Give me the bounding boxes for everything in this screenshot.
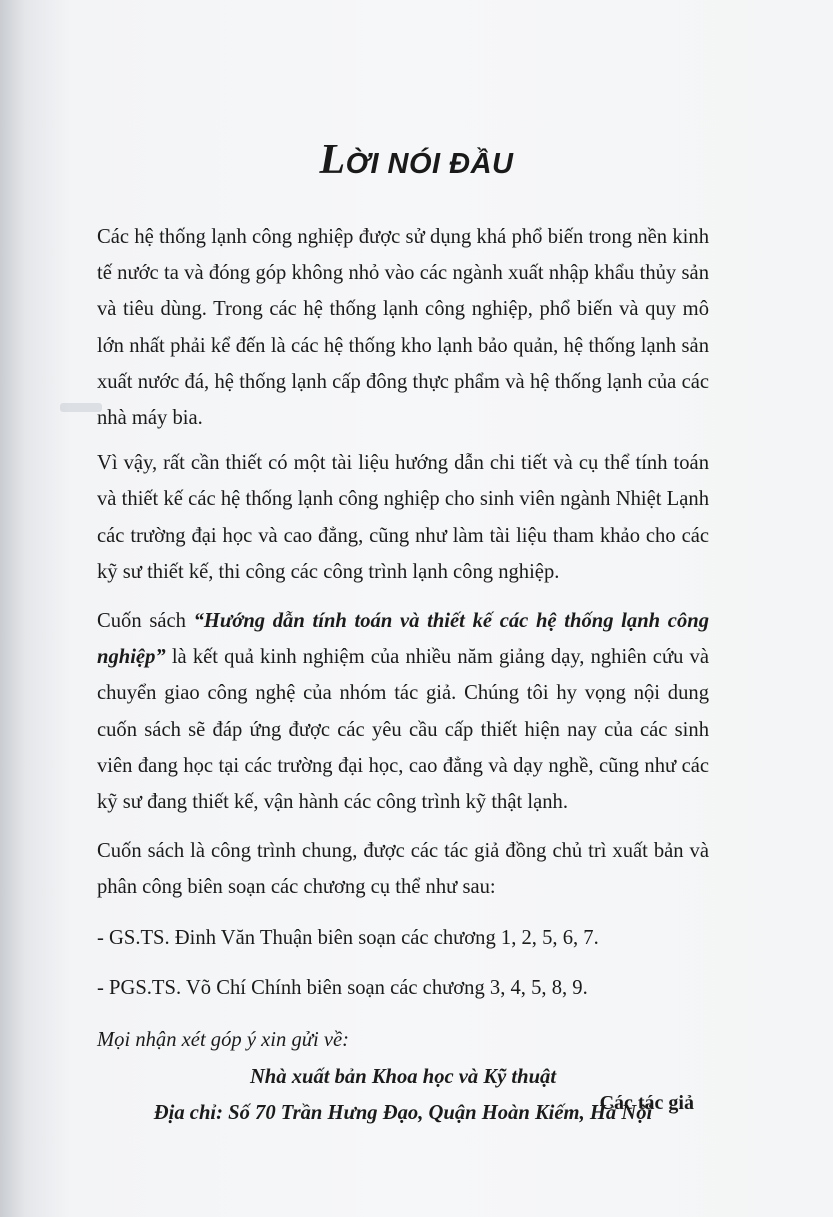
page-smudge [60,403,102,412]
author-item-1: - GS.TS. Đinh Văn Thuận biên soạn các chương 1, 2, 5, 6, 7. [97,926,599,949]
paragraph-3 [97,603,709,820]
paragraph-1-text: Các hệ thống lạnh công nghiệp được sử dụng khá phổ biến trong nền kinh tế nước ta và đóng góp không nhỏ vào các ngành xuất nhập khẩu thủy sản và tiêu dùng. Trong các hệ thống lạnh công nghiệp, phổ biến và quy mô lớn nhất phải kể đến là các hệ thống kho lạnh bảo quản, hệ thống lạnh sản xuất nước đá, hệ thống lạnh cấp đông thực phẩm và hệ thống lạnh của các nhà máy bia. [97,226,709,430]
contact-intro: Mọi nhận xét góp ý xin gửi về: [97,1029,349,1052]
publisher-name: Nhà xuất bản Khoa học và Kỹ thuật [249,1066,557,1089]
preface-body [97,219,709,1132]
title-rest: ỜI NÓI ĐẦU [345,148,514,180]
paragraph-2 [97,445,709,590]
paragraph-1 [97,219,709,436]
author-item-2: - PGS.TS. Võ Chí Chính biên soạn các chương 3, 4, 5, 8, 9. [97,976,588,999]
paragraph-2-text: Vì vậy, rất cần thiết có một tài liệu hướng dẫn chi tiết và cụ thể tính toán và thiết kế các hệ thống lạnh công nghiệp cho sinh viên ngành Nhiệt Lạnh các trường đại học và cao đẳng, cũng như làm tài liệu tham khảo cho các kỹ sư thiết kế, thi công các công trình lạnh công nghiệp. [97,452,709,583]
paragraph-4 [97,833,709,905]
book-title: “Hướng dẫn tính toán và thiết kế các hệ thống lạnh công nghiệp” [97,610,709,669]
paragraph-3-rest: là kết quả kinh nghiệm của nhiều năm giảng dạy, nghiên cứu và chuyển giao công nghệ của nhóm tác giả. Chúng tôi hy vọng nội dung cuốn sách sẽ đáp ứng được các yêu cầu cấp thiết hiện nay của các sinh viên đang học tại các trường đại học, cao đẳng và dạy nghề, cũng như các kỹ sư đang thiết kế, vận hành các công trình kỹ thật lạnh. [97,646,709,814]
title-initial: L [319,137,346,183]
publisher-address: Địa chỉ: Số 70 Trần Hưng Đạo, Quận Hoàn Kiếm, Hà Nội [153,1102,653,1125]
page-title [0,136,833,184]
paragraph-4-text: Cuốn sách là công trình chung, được các tác giả đồng chủ trì xuất bản và phân công biên soạn các chương cụ thể như sau: [97,840,709,899]
paragraph-3-prefix: Cuốn sách [97,610,194,633]
signature: Các tác giả [599,1092,694,1114]
